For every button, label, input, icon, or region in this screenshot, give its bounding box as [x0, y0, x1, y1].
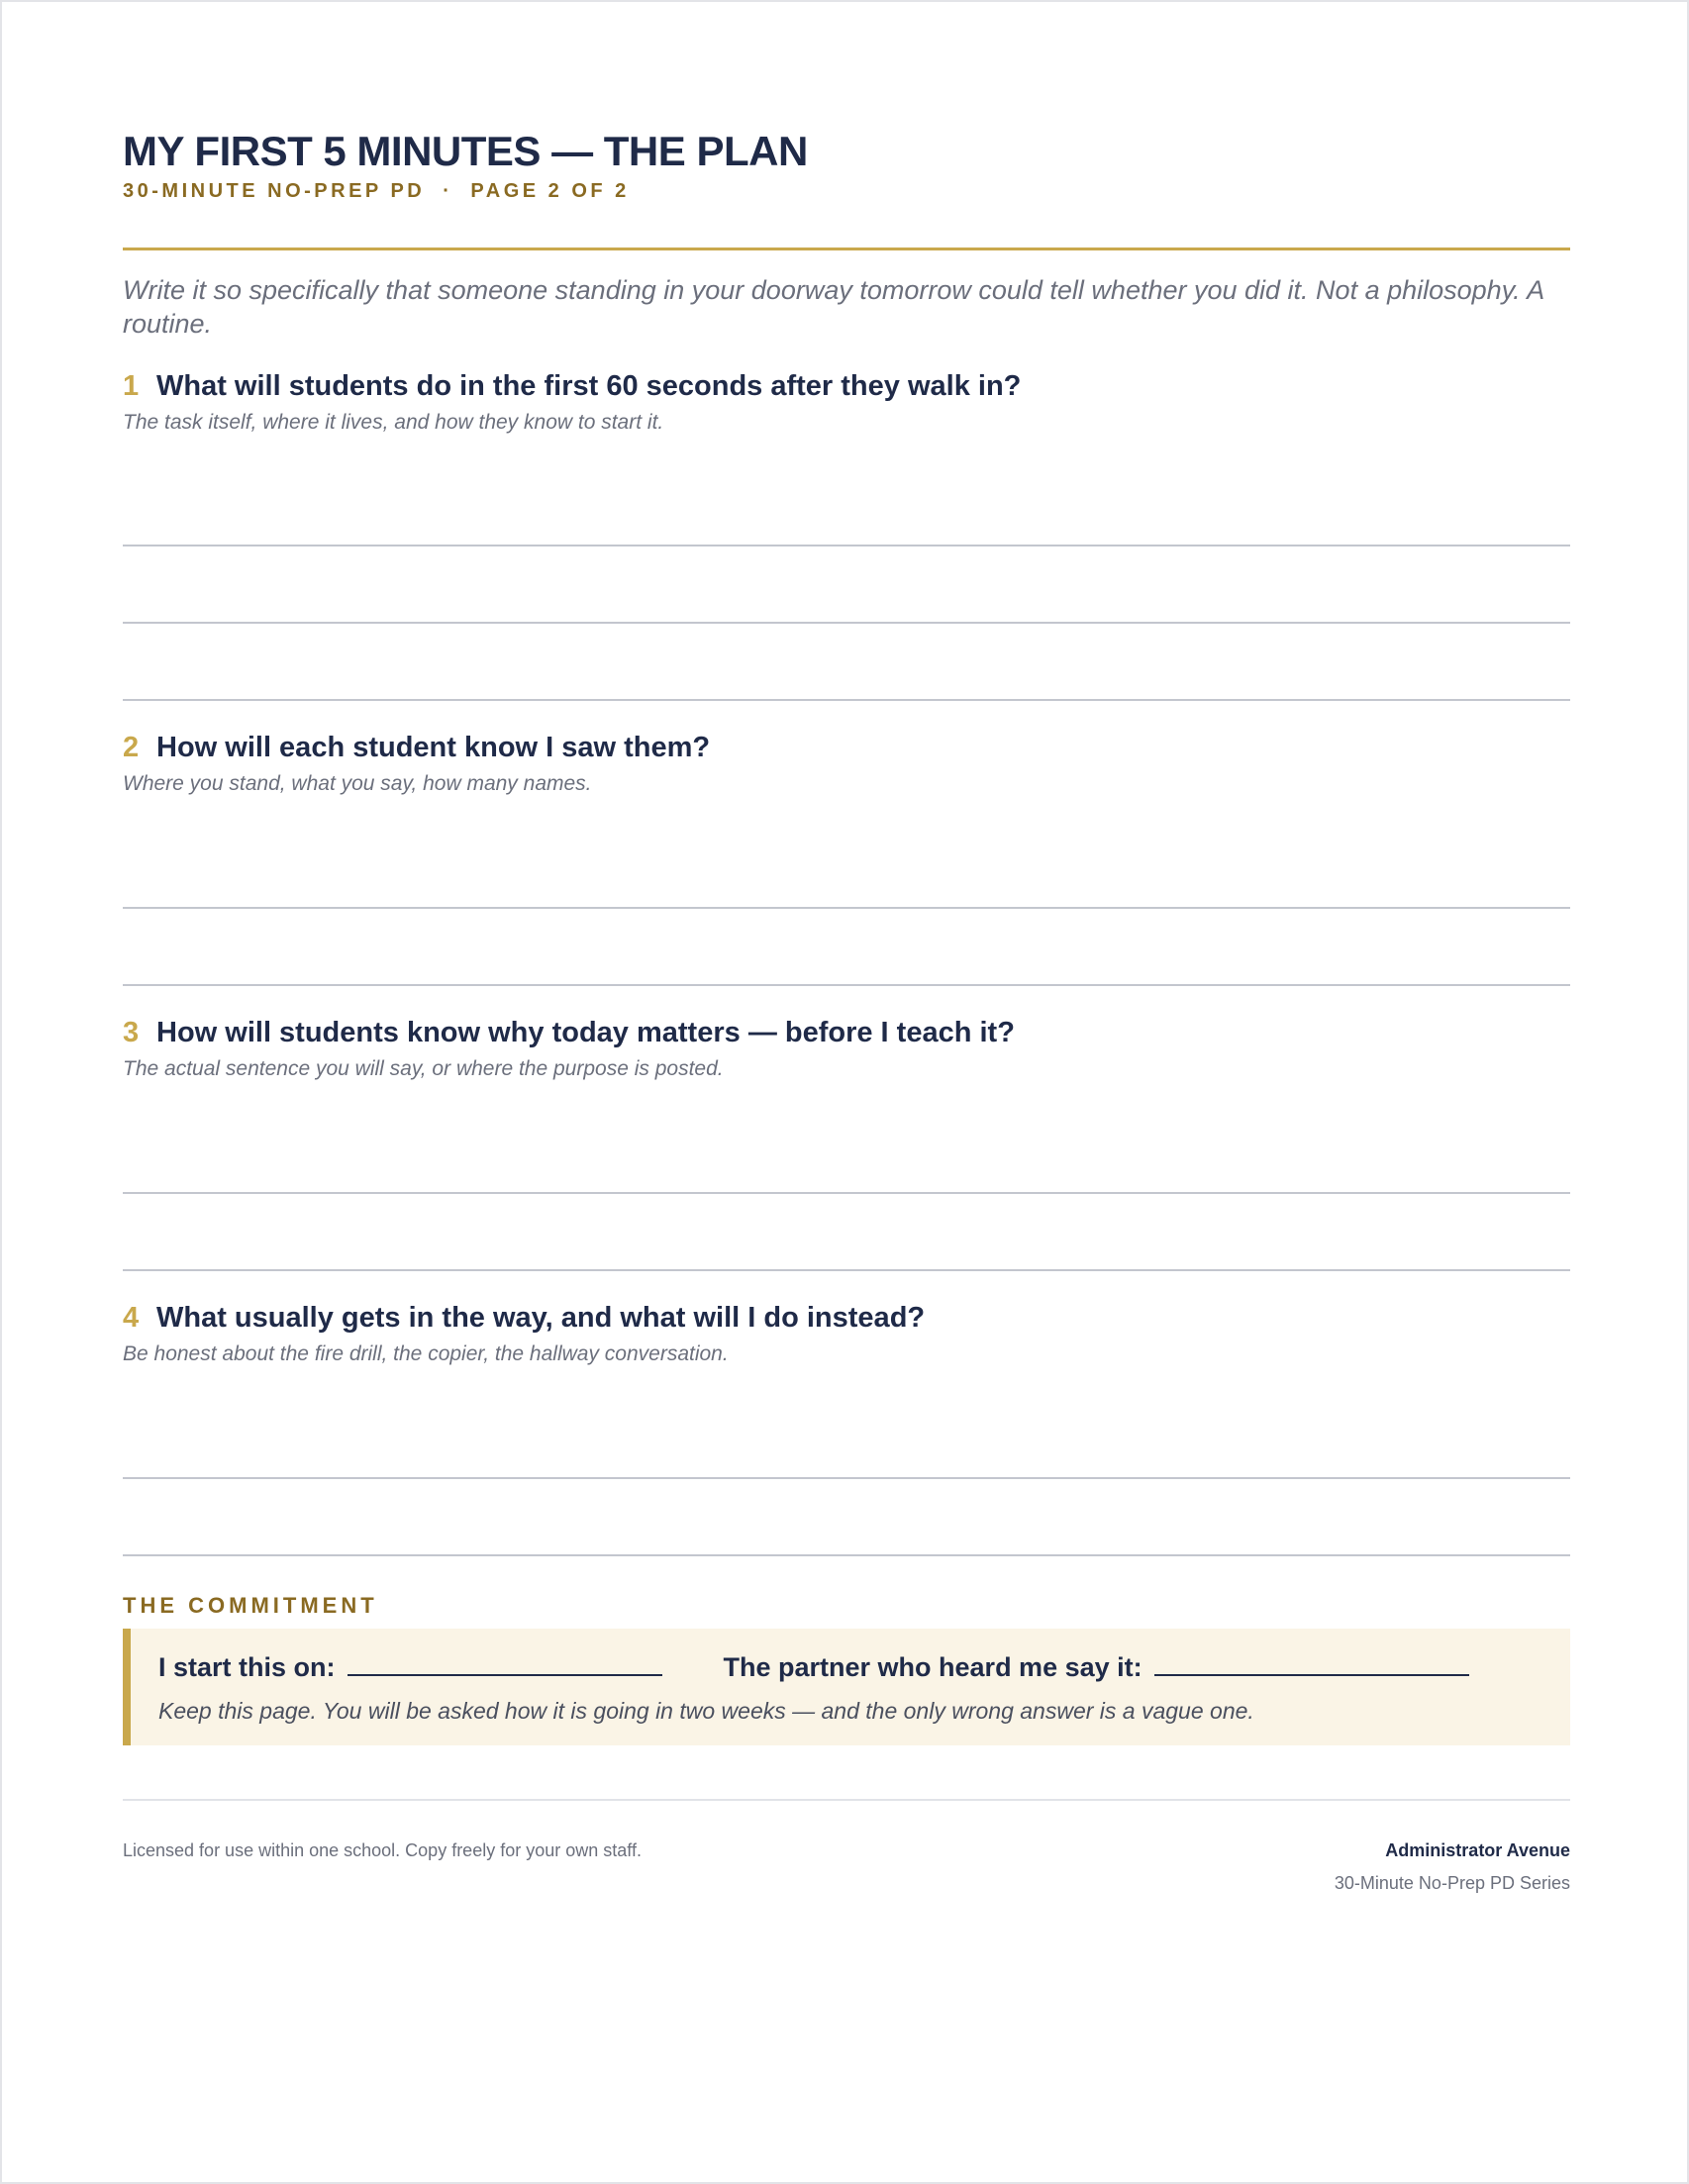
question-4-heading: [123, 1300, 925, 1336]
series-name: 30-Minute No-Prep PD Series: [1334, 1873, 1570, 1893]
answer-line: [123, 1192, 1570, 1194]
question-3-heading: [123, 1015, 1015, 1050]
subtitle-separator: ·: [443, 180, 453, 202]
series-label: 30-MINUTE NO-PREP PD: [123, 180, 426, 202]
answer-line: [123, 1269, 1570, 1271]
question-text: What usually gets in the way, and what will I do instead?: [156, 1302, 926, 1334]
brand-name: Administrator Avenue: [1385, 1840, 1570, 1860]
question-number: 1: [123, 370, 140, 402]
question-number: 2: [123, 732, 140, 763]
partner-blank: [1154, 1648, 1469, 1676]
answer-line: [123, 1477, 1570, 1479]
question-text: How will each student know I saw them?: [156, 732, 711, 763]
footer-divider: [123, 1799, 1570, 1801]
answer-line: [123, 1554, 1570, 1556]
page-title: MY FIRST 5 MINUTES — THE PLAN: [123, 128, 808, 174]
license-text: Licensed for use within one school. Copy freely for your own staff.: [123, 1840, 642, 1860]
start-date-label: I start this on:: [158, 1652, 336, 1682]
question-number: 3: [123, 1017, 140, 1048]
question-1-hint: The task itself, where it lives, and how they know to start it.: [123, 411, 664, 434]
commitment-note: Keep this page. You will be asked how it is going in two weeks — and the only wrong answer is a vague one.: [158, 1698, 1254, 1724]
commitment-box: [123, 1629, 1570, 1745]
question-text: How will students know why today matters — before I teach it?: [156, 1017, 1015, 1048]
question-1-heading: [123, 368, 1021, 404]
page-indicator: PAGE 2 OF 2: [470, 180, 630, 202]
answer-line: [123, 545, 1570, 546]
answer-line: [123, 622, 1570, 624]
question-text: What will students do in the first 60 seconds after they walk in?: [156, 370, 1022, 402]
intro-instructions: Write it so specifically that someone standing in your doorway tomorrow could tell whether you did it. Not a philosophy. A routine.: [123, 275, 1544, 339]
partner-label: The partner who heard me say it:: [723, 1652, 1143, 1682]
start-date-blank: [348, 1648, 662, 1676]
question-4-hint: Be honest about the fire drill, the copier, the hallway conversation.: [123, 1342, 729, 1365]
answer-line: [123, 907, 1570, 909]
question-2-hint: Where you stand, what you say, how many names.: [123, 772, 592, 795]
question-number: 4: [123, 1302, 140, 1334]
commitment-section-label: THE COMMITMENT: [123, 1593, 378, 1618]
answer-line: [123, 984, 1570, 986]
commitment-fields: [158, 1648, 1469, 1684]
answer-line: [123, 699, 1570, 701]
question-2-heading: [123, 730, 710, 765]
question-3-hint: The actual sentence you will say, or where the purpose is posted.: [123, 1057, 724, 1080]
page-subtitle: [123, 178, 630, 204]
header-divider: [123, 248, 1570, 250]
